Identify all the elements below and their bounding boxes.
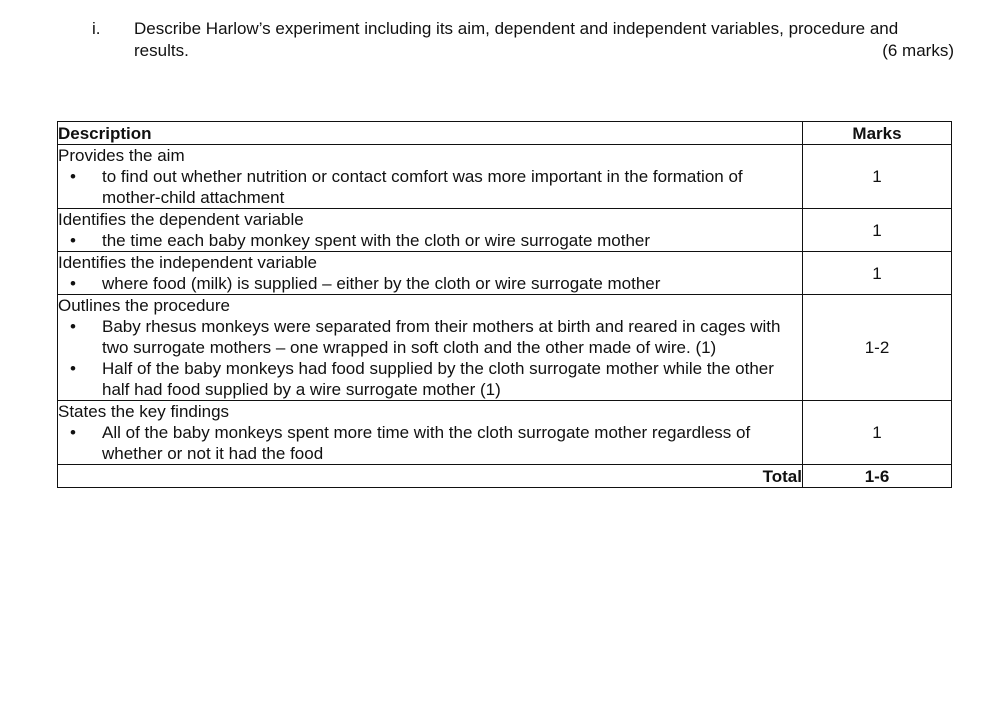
marking-rubric-table — [57, 121, 952, 488]
description-cell — [58, 401, 803, 465]
table-header-row — [58, 122, 952, 145]
table-row — [58, 295, 952, 401]
bullet-point: • the time each baby monkey spent with the cloth or wire surrogate mother — [58, 230, 802, 251]
header-marks: Marks — [803, 122, 952, 145]
table-row — [58, 145, 952, 209]
total-row — [58, 465, 952, 488]
total-marks: 1-6 — [803, 465, 952, 488]
criterion-label: States the key findings — [58, 402, 230, 421]
marks-cell: 1 — [803, 252, 952, 295]
bullet-point: • Half of the baby monkeys had food supplied by the cloth surrogate mother while the other half had food supplied by a wire surrogate mother (1) — [58, 358, 802, 400]
description-cell — [58, 145, 803, 209]
bullet-point: • Baby rhesus monkeys were separated from their mothers at birth and reared in cages with two surrogate mothers – one wrapped in soft cloth and the other made of wire. (1) — [58, 316, 802, 358]
criterion-label: Outlines the procedure — [58, 296, 230, 315]
question-text: Describe Harlow’s experiment including its aim, dependent and independent variables, procedure and results. — [134, 19, 899, 60]
marks-cell: 1-2 — [803, 295, 952, 401]
bullet-point: • All of the baby monkeys spent more time with the cloth surrogate mother regardless of whether or not it had the food — [58, 422, 802, 464]
criterion-label: Identifies the independent variable — [58, 253, 317, 272]
marks-cell: 1 — [803, 145, 952, 209]
description-cell — [58, 209, 803, 252]
total-label: Total — [58, 465, 803, 488]
question-number: i. — [92, 19, 101, 38]
table-row — [58, 209, 952, 252]
description-cell — [58, 252, 803, 295]
bullet-point: • where food (milk) is supplied – either by the cloth or wire surrogate mother — [58, 273, 802, 294]
marks-cell: 1 — [803, 401, 952, 465]
criterion-label: Identifies the dependent variable — [58, 210, 304, 229]
table-row — [58, 401, 952, 465]
marks-cell: 1 — [803, 209, 952, 252]
question-marks: (6 marks) — [882, 41, 954, 60]
description-cell — [58, 295, 803, 401]
table-row — [58, 252, 952, 295]
bullet-point: • to find out whether nutrition or contact comfort was more important in the formation of mother-child attachment — [58, 166, 802, 208]
header-description: Description — [58, 122, 803, 145]
criterion-label: Provides the aim — [58, 146, 185, 165]
